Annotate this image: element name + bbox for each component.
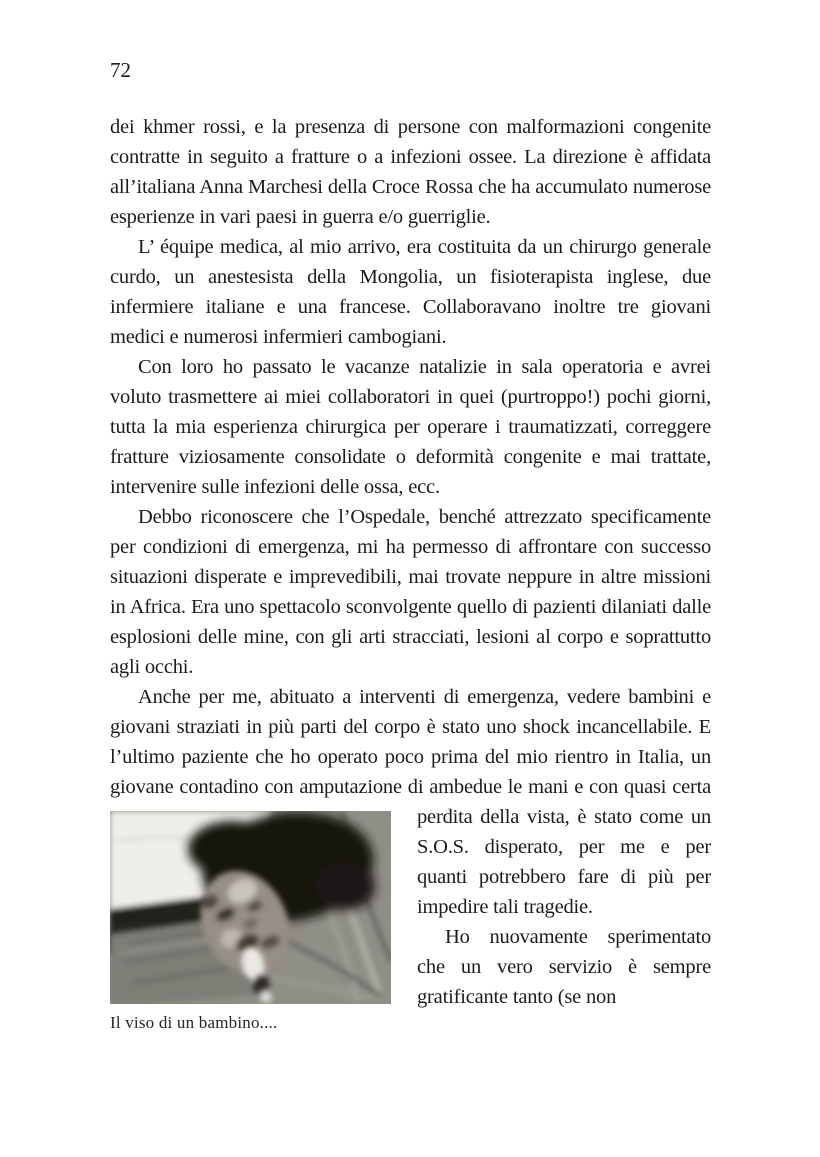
paragraph: Con loro ho passato le vacanze natalizie in sala operatoria e avrei voluto trasmettere ai miei collaboratori in quei (purtroppo!) pochi giorni, tutta la mia esperienza chirurgica per operare i traumatizzati, correggere fratture viziosamente consolidate o deformità congenite e mai trattate, intervenire sulle infezioni delle ossa, ecc. [110,356,711,498]
page-number: 72 [110,58,131,82]
figure [110,811,391,1034]
paragraph: Debbo riconoscere che l’Ospedale, benché attrezzato specificamente per condizioni di emergenza, mi ha permesso di affrontare con successo situazioni disperate e imprevedibili, mai trovate neppure in altre missioni in Africa. Era uno spettacolo sconvolgente quello di pazienti dilaniati dalle esplosioni delle mine, con gli arti stracciati, lesioni al corpo e soprattutto agli occhi. [110,506,711,678]
paragraph: Ho nuovamente sperimentato che un vero servizio è sempre gratificante tanto (se non [417,926,711,1008]
photo-injured-child [110,811,391,1004]
figure-caption: Il viso di un bambino.... [110,1013,278,1032]
text-block [110,112,711,1034]
paragraph: L’ équipe medica, al mio arrivo, era costituita da un chirurgo generale curdo, un anestesista della Mongolia, un fisioterapista inglese, due infermiere italiane e una francese. Collaboravano inoltre tre giovani medici e numerosi infermieri cambogiani. [110,236,711,348]
paragraph-text-before-figure: Anche per me, abituato a interventi di emergenza, vedere bambini e giovani straziati in più parti del corpo è stato uno shock incancellabile. E l’ultimo paziente che ho operato poco prima del mio rientro in Italia, un giovane contadino con amputazione di [110,686,711,798]
paragraph-text-after-figure: ambedue le mani e con quasi certa perdita della vista, è stato come un S.O.S. disperato, per me e per quanti potrebbero fare di più per impedire tali tragedie. [417,776,712,918]
paragraph: dei khmer rossi, e la presenza di persone con malformazioni congenite contratte in seguito a fratture o a infezioni ossee. La direzione è affidata all’italiana Anna Marchesi della Croce Rossa che ha accumulato numerose esperienze in vari paesi in guerra e/o guerriglie. [110,116,711,228]
